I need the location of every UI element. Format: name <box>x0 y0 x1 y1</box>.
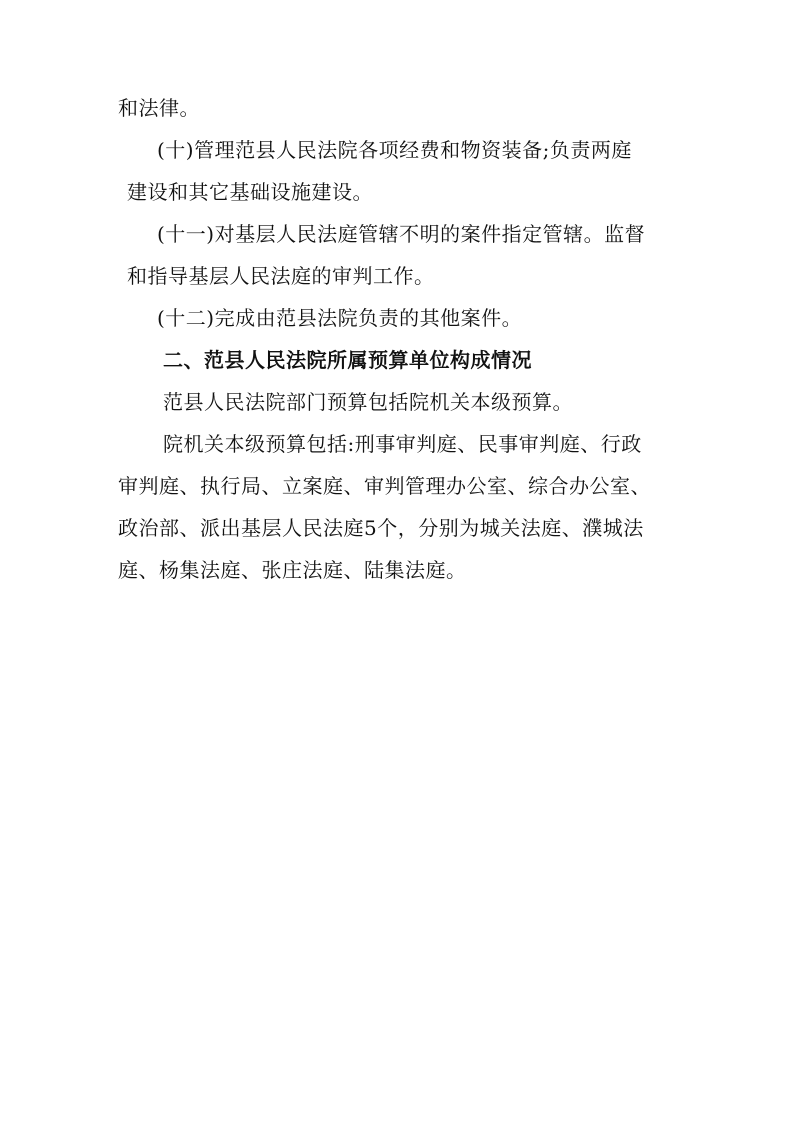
text-line-6: (十二)完成由范县法院负责的其他案件。 <box>157 306 523 330</box>
text-line-8: 范县人民法院部门预算包括院机关本级预算。 <box>163 390 573 414</box>
section-heading: 二、范县人民法院所属预算单位构成情况 <box>163 348 532 372</box>
text-line-12: 庭、杨集法庭、张庄法庭、陆集法庭。 <box>118 558 467 582</box>
text-line-2: (十)管理范县人民法院各项经费和物资装备;负责两庭 <box>157 138 632 162</box>
text-line-11: 政治部、派出基层人民法庭5个，分别为城关法庭、濮城法 <box>118 516 644 540</box>
text-line-3: 建设和其它基础设施建设。 <box>127 180 373 204</box>
text-line-5: 和指导基层人民法庭的审判工作。 <box>127 264 435 288</box>
text-line-9: 院机关本级预算包括:刑事审判庭、民事审判庭、行政 <box>163 432 642 456</box>
text-line-1: 和法律。 <box>118 96 200 120</box>
text-line-4: (十一)对基层人民法庭管辖不明的案件指定管辖。监督 <box>157 222 646 246</box>
text-line-10: 审判庭、执行局、立案庭、审判管理办公室、综合办公室、 <box>118 474 651 498</box>
